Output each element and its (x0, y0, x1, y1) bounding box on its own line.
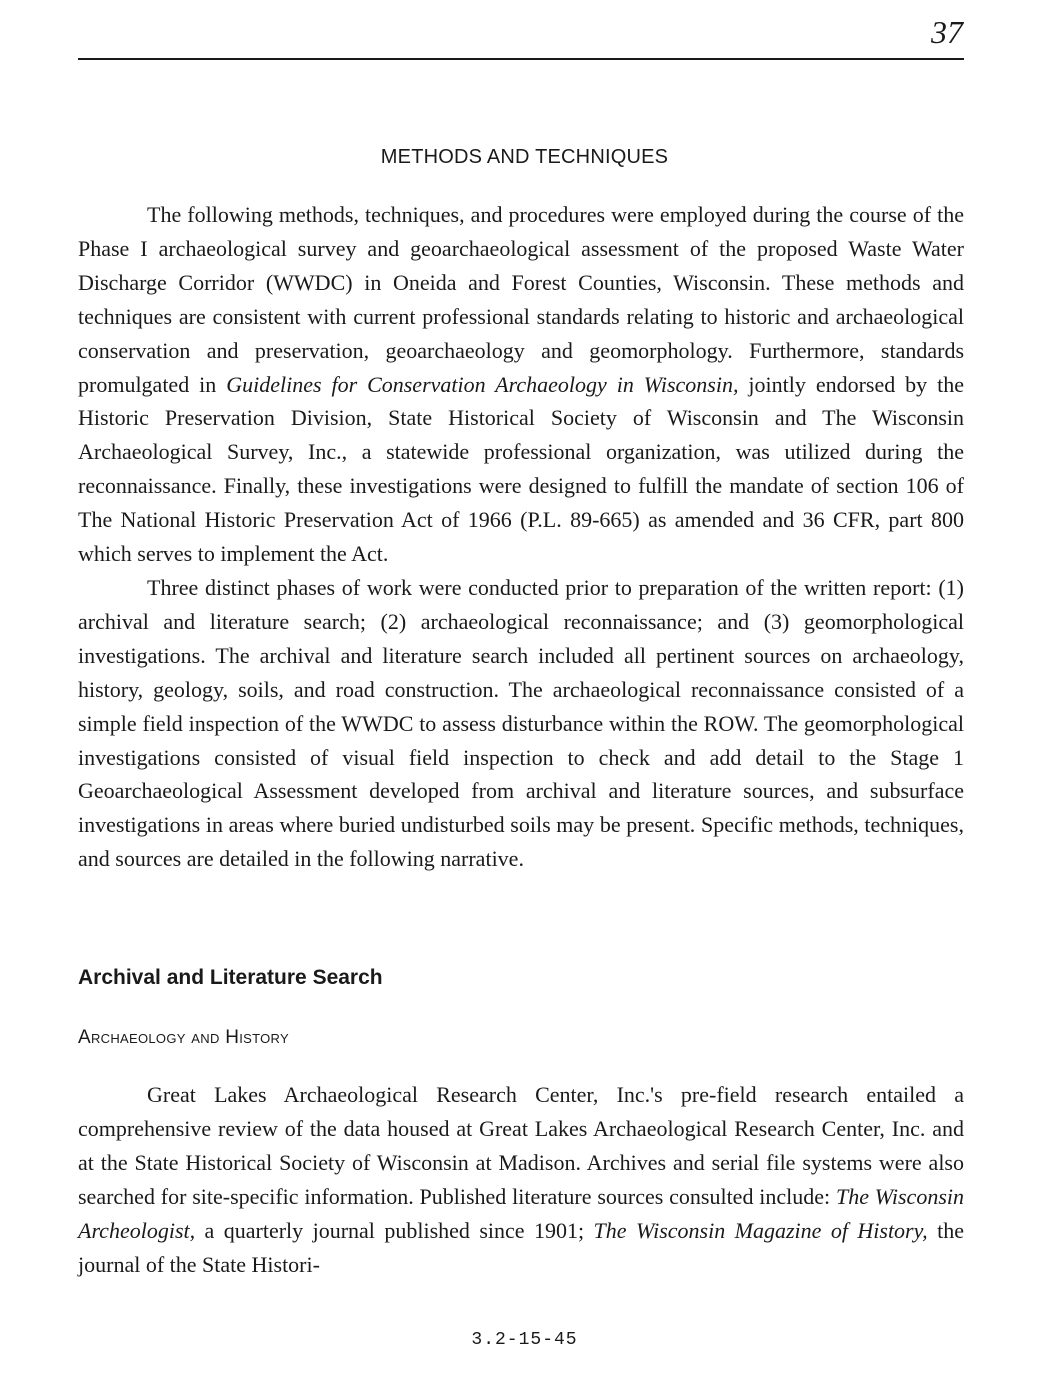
footer-doc-code: 3.2-15-45 (471, 1330, 578, 1350)
section-heading: METHODS AND TECHNIQUES (380, 146, 669, 168)
paragraph-3-mid: a quarterly journal published since 1901; (195, 1217, 594, 1243)
journal-title-1: The Wisconsin Archeologist, (78, 1183, 964, 1243)
paragraph-3-text: Great Lakes Archaeological Research Center, Inc.'s pre-field research entailed a comprehensive review of the data housed at Great Lakes Archaeological Research Center, Inc. and at the State Historical Society of Wisconsin at Madison. Archives and serial file systems were also searched for site-specific information. Published literature sources consulted include: (78, 1082, 964, 1209)
methods-body (78, 198, 964, 876)
paragraph-2-text: Three distinct phases of work were conducted prior to preparation of the written report: (1) archival and literature search; (2) archaeological reconnaissance; and (3) geomorphological investigations. The archival and literature search included all pertinent sources on archaeology, history, geology, soils, and road construction. The archaeological reconnaissance consisted of a simple field inspection of the WWDC to assess disturbance within the ROW. The geomorphological investigations consisted of visual field inspection to check and add detail to the Stage 1 Geoarchaeological Assessment developed from archival and literature sources, and subsurface investigations in areas where buried undisturbed soils may be present. Specific methods, techniques, and sources are detailed in the following narrative. (78, 574, 964, 872)
subsection-heading: Archival and Literature Search (78, 966, 383, 989)
paragraph-1 (78, 198, 964, 571)
page-number: 37 (931, 14, 963, 50)
archaeology-body (78, 1078, 964, 1281)
paragraph-1-text: The following methods, techniques, and procedures were employed during the course of the Phase I archaeological survey and geoarchaeological assessment of the proposed Waste Water Discharge Corridor (WWDC) in Oneida and Forest Counties, Wisconsin. These methods and techniques are consistent with current professional standards relating to historic and archaeological conservation and preservation, geoarchaeology and geomorphology. Furthermore, standards promulgated in (78, 202, 964, 397)
paragraph-1-rest: jointly endorsed by the Historic Preservation Division, State Historical Society of Wisconsin and The Wisconsin Archaeological Survey, Inc., a statewide professional organization, was utilized during the reconnaissance. Finally, these investigations were designed to fulfill the mandate of section 106 of The National Historic Preservation Act of 1966 (P.L. 89-665) as amended and 36 CFR, part 800 which serves to implement the Act. (78, 371, 964, 567)
guidelines-title: Guidelines for Conservation Archaeology in Wisconsin, (226, 371, 739, 397)
paragraph-3 (78, 1078, 964, 1281)
header-rule (78, 58, 964, 60)
paragraph-3-end: the journal of the State Histori- (78, 1217, 964, 1277)
paragraph-2 (78, 571, 964, 876)
sub-subsection-heading: Archaeology and History (78, 1027, 289, 1048)
journal-title-2: The Wisconsin Magazine of History, (593, 1217, 928, 1243)
